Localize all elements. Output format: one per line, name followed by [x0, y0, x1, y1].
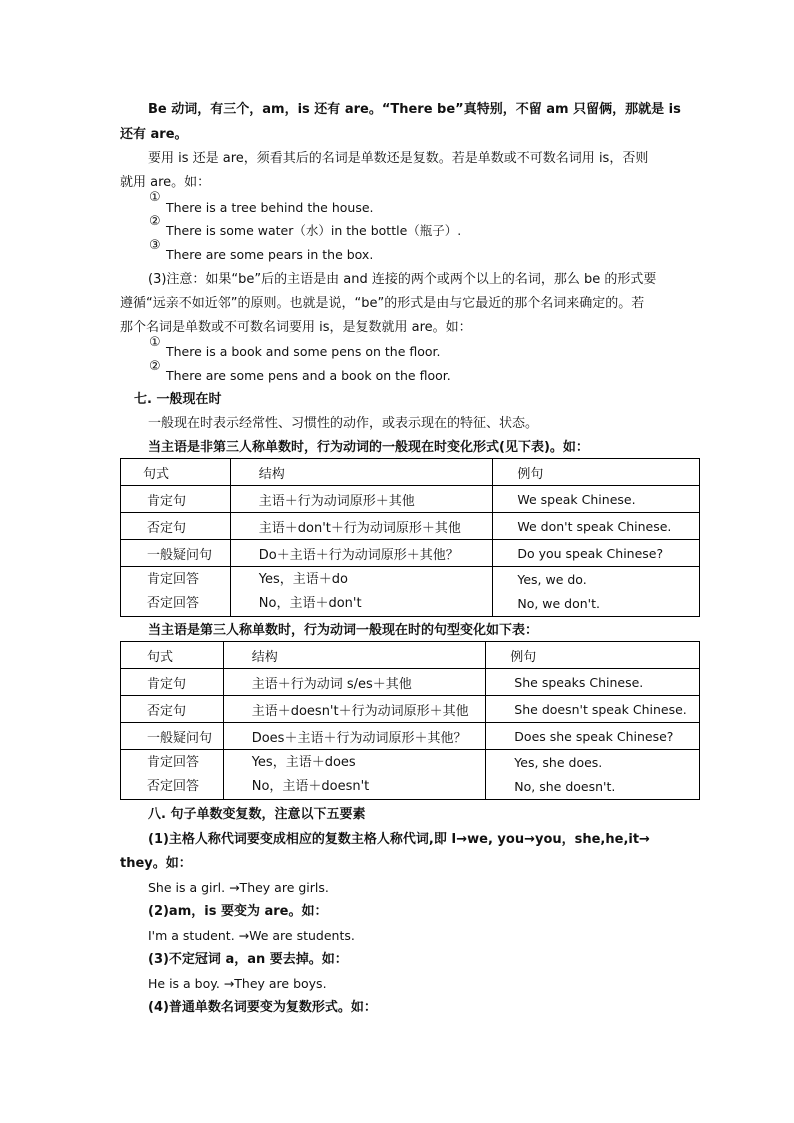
table-row — [121, 513, 700, 540]
example-cell: She doesn't speak Chinese. — [486, 696, 700, 723]
table-1-caption: 当主语是非第三人称单数时，行为动词的一般现在时变化形式(见下表)。如： — [148, 440, 589, 455]
answer-example: No, we don't. — [517, 595, 600, 611]
table-row — [121, 486, 700, 513]
structure-cell: 主语＋doesn't＋行为动词原形＋其他 — [223, 696, 486, 723]
header-cell: 结构 — [230, 459, 493, 486]
note-line-3: 那个名词是单数或不可数名词要用 is，是复数就用 are。如： — [120, 320, 472, 335]
example-sentence: There is some water（水）in the bottle（瓶子）. — [166, 223, 462, 238]
rule-1-line-2: they。如： — [120, 856, 192, 871]
structure-cell: Does＋主语＋行为动词原形＋其他？ — [223, 723, 486, 750]
table-row — [121, 540, 700, 567]
answer-example: No, she doesn't. — [514, 778, 616, 794]
rule-line-2: 就用 are。如： — [120, 175, 211, 190]
answer-label: 肯定回答 — [147, 571, 200, 587]
example-number: ① — [149, 190, 161, 205]
note-line-2: 遵循“远亲不如近邻”的原则。也就是说，“be”的形式是由与它最近的那个名词来确定的。若 — [120, 296, 645, 311]
example-number: ③ — [149, 238, 161, 253]
present-tense-table-third-person — [120, 641, 700, 800]
sentence-type-cell — [121, 567, 231, 617]
structure-cell: 主语＋行为动词原形＋其他 — [230, 486, 493, 513]
rule-3: (3)不定冠词 a，an 要去掉。如： — [148, 952, 348, 967]
note-line-1: (3)注意：如果“be”后的主语是由 and 连接的两个或两个以上的名词，那么 be 的形式要 — [148, 272, 657, 287]
example-number: ② — [149, 359, 161, 374]
answer-structure: Yes，主语＋do — [258, 571, 348, 587]
structure-cell: 主语＋don't＋行为动词原形＋其他 — [230, 513, 493, 540]
rule-4: (4)普通单数名词要变为复数形式。如： — [148, 1000, 377, 1015]
sentence-type-cell: 一般疑问句 — [121, 723, 224, 750]
rule-line-1: 要用 is 还是 are，须看其后的名词是单数还是复数。若是单数或不可数名词用 is，否则 — [148, 151, 649, 166]
structure-cell: Do＋主语＋行为动词原形＋其他？ — [230, 540, 493, 567]
header-cell: 句式 — [121, 642, 224, 669]
sentence-type-cell — [121, 750, 224, 800]
rule-2: (2)am，is 要变为 are。如： — [148, 904, 328, 919]
answer-structure: No，主语＋doesn't — [251, 778, 370, 794]
header-cell: 句式 — [121, 459, 231, 486]
answer-example: Yes, she does. — [514, 754, 603, 770]
header-cell: 例句 — [486, 642, 700, 669]
table-row — [121, 669, 700, 696]
example-sentence: There is a tree behind the house. — [166, 200, 374, 215]
rule-1-line-1: (1)主格人称代词要变成相应的复数主格人称代词,即 I→we, you→you，she,he,it→ — [148, 832, 650, 847]
answer-structure: No，主语＋don't — [258, 595, 362, 611]
structure-cell: 主语＋行为动词 s/es＋其他 — [223, 669, 486, 696]
sentence-type-cell: 一般疑问句 — [121, 540, 231, 567]
header-cell: 例句 — [493, 459, 700, 486]
example-sentence: There are some pears in the box. — [166, 247, 374, 262]
sentence-type-cell: 肯定句 — [121, 669, 224, 696]
table-header-row — [121, 642, 700, 669]
table-row-answers — [121, 567, 700, 617]
sentence-type-cell: 肯定句 — [121, 486, 231, 513]
example-cell: Do you speak Chinese? — [493, 540, 700, 567]
sentence-type-cell: 否定句 — [121, 513, 231, 540]
answer-structure: Yes，主语＋does — [251, 754, 356, 770]
answer-label: 肯定回答 — [147, 754, 200, 770]
example-sentence: She is a girl. →They are girls. — [148, 880, 329, 895]
intro-line-1: Be 动词，有三个，am，is 还有 are。“There be”真特别，不留 am 只留俩，那就是 is — [148, 102, 681, 117]
answer-label: 否定回答 — [147, 595, 200, 611]
example-cell: We don't speak Chinese. — [493, 513, 700, 540]
structure-cell — [223, 750, 486, 800]
example-number: ① — [149, 335, 161, 350]
answer-label: 否定回答 — [147, 778, 200, 794]
structure-cell — [230, 567, 493, 617]
example-sentence: I'm a student. →We are students. — [148, 928, 355, 943]
example-cell — [493, 567, 700, 617]
example-sentence: There is a book and some pens on the floor. — [166, 344, 441, 359]
intro-line-2: 还有 are。 — [120, 127, 188, 142]
table-row-answers — [121, 750, 700, 800]
example-cell: She speaks Chinese. — [486, 669, 700, 696]
table-header-row — [121, 459, 700, 486]
example-sentence: There are some pens and a book on the floor. — [166, 368, 451, 383]
sentence-type-cell: 否定句 — [121, 696, 224, 723]
table-2-caption: 当主语是第三人称单数时，行为动词一般现在时的句型变化如下表： — [148, 623, 539, 638]
example-cell: We speak Chinese. — [493, 486, 700, 513]
example-cell: Does she speak Chinese? — [486, 723, 700, 750]
table-row — [121, 723, 700, 750]
section-7-description: 一般现在时表示经常性、习惯性的动作，或表示现在的特征、状态。 — [148, 416, 539, 431]
section-7-title: 七. 一般现在时 — [134, 392, 222, 407]
example-number: ② — [149, 214, 161, 229]
section-8-title: 八. 句子单数变复数，注意以下五要素 — [148, 807, 366, 822]
table-row — [121, 696, 700, 723]
example-cell — [486, 750, 700, 800]
example-sentence: He is a boy. →They are boys. — [148, 976, 327, 991]
header-cell: 结构 — [223, 642, 486, 669]
answer-example: Yes, we do. — [517, 571, 587, 587]
present-tense-table-non-third-person — [120, 458, 700, 617]
